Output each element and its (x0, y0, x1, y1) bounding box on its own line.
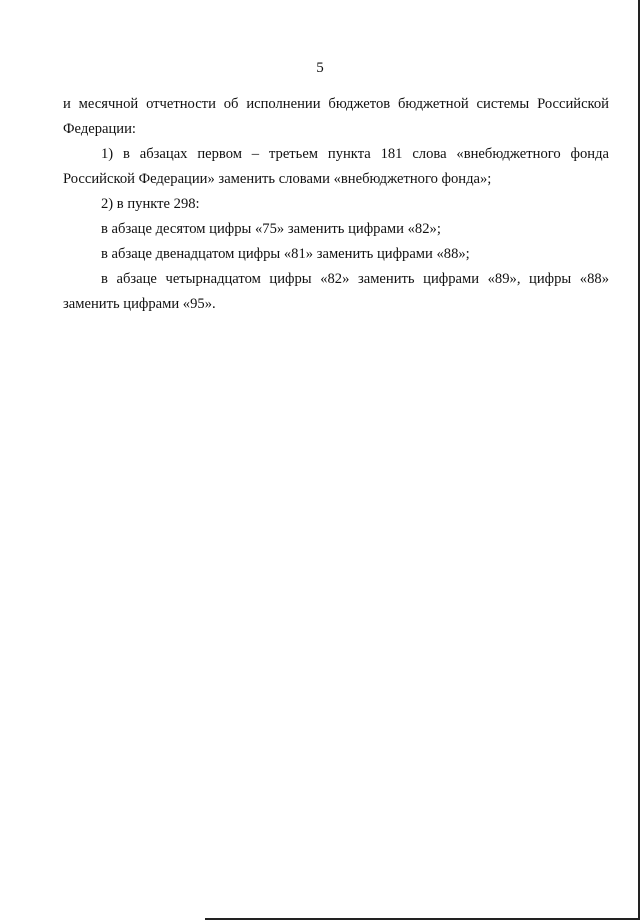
paragraph-subitem-fourteenth: в абзаце четырнадцатом цифры «82» заменить цифрами «89», цифры «88» заменить цифрами «95». (63, 271, 609, 312)
paragraph-subitem-tenth: в абзаце десятом цифры «75» заменить цифрами «82»; (101, 221, 441, 237)
page-number: 5 (316, 60, 324, 76)
paragraph-item-2: 2) в пункте 298: (101, 196, 200, 212)
paragraph-subitem-twelfth: в абзаце двенадцатом цифры «81» заменить цифрами «88»; (101, 246, 470, 262)
paragraph-item-1: 1) в абзацах первом – третьем пункта 181 слова «внебюджетного фонда Российской Федерации» заменить словами «внебюджетного фонда»; (63, 146, 609, 187)
paragraph-continuation: и месячной отчетности об исполнении бюджетов бюджетной системы Российской Федерации: (63, 96, 609, 137)
document-body (63, 92, 609, 317)
